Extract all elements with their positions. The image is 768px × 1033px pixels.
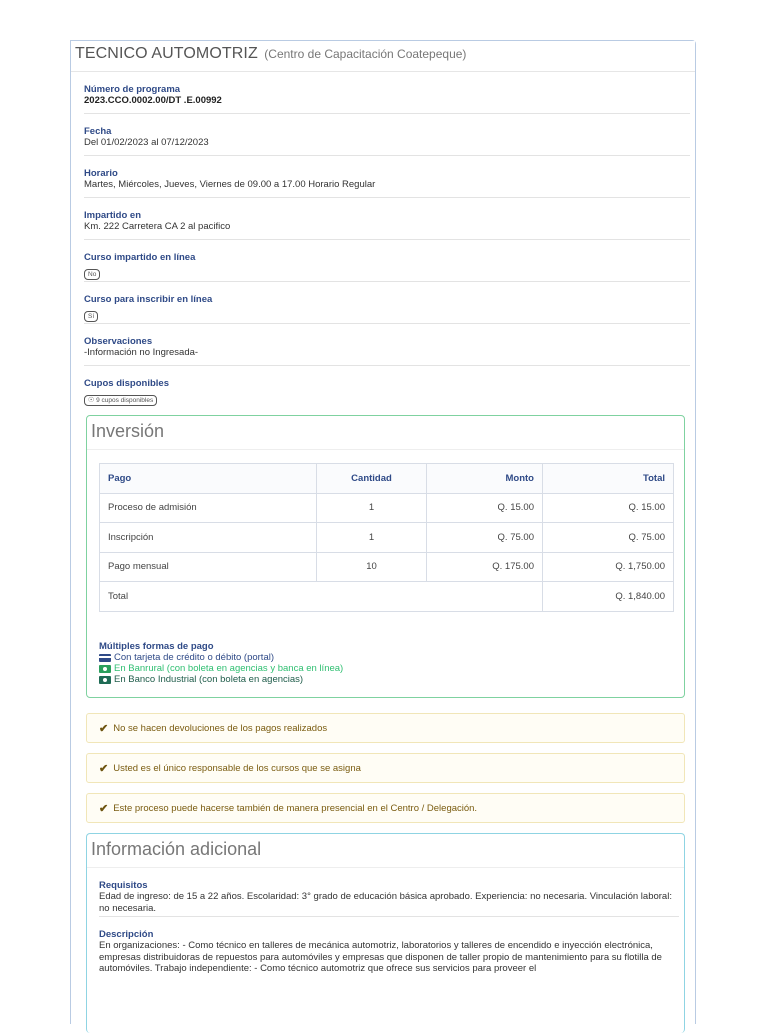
payments-table — [99, 463, 674, 612]
course-center: (Centro de Capacitación Coatepeque) — [264, 47, 467, 61]
field-label: Descripción — [99, 929, 154, 940]
field-value: -Información no Ingresada- — [84, 347, 199, 358]
table-total-row — [100, 582, 674, 612]
course-title: TECNICO AUTOMOTRIZ — [75, 45, 258, 62]
cell-pago: Pago mensual — [100, 552, 317, 582]
inversion-panel — [86, 415, 685, 698]
field-label: Curso impartido en línea — [84, 252, 196, 263]
header-pago: Pago — [100, 464, 317, 494]
field-label: Horario — [84, 168, 118, 179]
cell-total: Q. 1,750.00 — [543, 552, 674, 582]
field-value: Martes, Miércoles, Jueves, Viernes de 09.00 a 17.00 Horario Regular — [84, 179, 376, 190]
payment-banrural — [99, 663, 343, 674]
cell-cantidad: 10 — [317, 552, 427, 582]
users-icon: ☉ — [88, 397, 95, 404]
field-location — [84, 198, 690, 240]
notice-no-refunds — [86, 713, 685, 743]
payment-card — [99, 652, 343, 663]
notice-text: Usted es el único responsable de los cursos que se asigna — [113, 762, 361, 774]
check-icon: ✔ — [99, 722, 109, 735]
field-value: Del 01/02/2023 al 07/12/2023 — [84, 137, 209, 148]
table-row — [100, 552, 674, 582]
cell-pago: Inscripción — [100, 523, 317, 553]
course-header — [71, 41, 695, 72]
online-enrollment-badge: Sí — [84, 311, 98, 322]
payment-forms — [99, 641, 343, 685]
field-requirements — [99, 868, 679, 917]
table-header-row — [100, 464, 674, 494]
notice-in-person — [86, 793, 685, 823]
seats-badge — [84, 395, 157, 406]
payment-industrial-label: En Banco Industrial (con boleta en agencias) — [114, 674, 304, 685]
check-icon: ✔ — [99, 802, 109, 815]
field-label: Curso para inscribir en línea — [84, 294, 213, 305]
field-label: Observaciones — [84, 336, 153, 347]
money-bill-icon — [99, 665, 111, 673]
online-course-badge: No — [84, 269, 100, 280]
field-label: Número de programa — [84, 84, 181, 95]
cell-pago: Proceso de admisión — [100, 493, 317, 523]
field-label: Fecha — [84, 126, 112, 137]
payment-card-label: Con tarjeta de crédito o débito (portal) — [114, 652, 275, 663]
check-icon: ✔ — [99, 762, 109, 775]
field-value: 2023.CCO.0002.00/DT .E.00992 — [84, 95, 222, 106]
cell-monto: Q. 175.00 — [427, 552, 543, 582]
field-online-course — [84, 240, 690, 282]
cell-cantidad: 1 — [317, 493, 427, 523]
cell-cantidad: 1 — [317, 523, 427, 553]
cell-monto: Q. 75.00 — [427, 523, 543, 553]
notice-text: No se hacen devoluciones de los pagos realizados — [113, 722, 328, 734]
field-value: Edad de ingreso: de 15 a 22 años. Escolaridad: 3° grado de educación básica aprobado. Experiencia: no necesaria. Vinculación laboral: no necesaria. — [99, 891, 672, 914]
cell-total: Q. 15.00 — [543, 493, 674, 523]
course-card — [70, 40, 696, 1024]
total-label: Total — [100, 582, 543, 612]
field-label: Impartido en — [84, 210, 142, 221]
additional-info-title: Información adicional — [87, 834, 684, 868]
total-value: Q. 1,840.00 — [543, 582, 674, 612]
inversion-title: Inversión — [87, 416, 684, 450]
header-cantidad: Cantidad — [317, 464, 427, 494]
cell-monto: Q. 15.00 — [427, 493, 543, 523]
payment-banrural-label: En Banrural (con boleta en agencias y banca en línea) — [114, 663, 344, 674]
payment-industrial — [99, 674, 343, 685]
field-label: Requisitos — [99, 880, 148, 891]
table-row — [100, 493, 674, 523]
field-description — [99, 917, 679, 977]
payment-forms-title: Múltiples formas de pago — [99, 641, 214, 652]
field-program-number — [84, 72, 690, 114]
field-online-enrollment — [84, 282, 690, 324]
credit-card-icon — [99, 654, 111, 662]
field-schedule — [84, 156, 690, 198]
field-seats — [84, 366, 690, 408]
additional-info-panel — [86, 833, 685, 1033]
notice-responsibility — [86, 753, 685, 783]
notice-text: Este proceso puede hacerse también de manera presencial en el Centro / Delegación. — [113, 802, 478, 814]
field-label: Cupos disponibles — [84, 378, 169, 389]
field-observations — [84, 324, 690, 366]
field-value: Km. 222 Carretera CA 2 al pacifico — [84, 221, 231, 232]
money-bill-icon — [99, 676, 111, 684]
seats-text: 9 cupos disponibles — [96, 397, 154, 404]
field-date — [84, 114, 690, 156]
cell-total: Q. 75.00 — [543, 523, 674, 553]
header-total: Total — [543, 464, 674, 494]
header-monto: Monto — [427, 464, 543, 494]
table-row — [100, 523, 674, 553]
field-value: En organizaciones: - Como técnico en talleres de mecánica automotriz, laboratorios y talleres de encendido e inyección electrónica, empresas distribuidoras de repuestos para automóviles y empresas que disponen de taller propio de mantenimiento para su flotilla de automóviles. Trabajo independiente: - Como técnico automotriz que ofrece sus servicios para proveer el — [99, 940, 662, 974]
